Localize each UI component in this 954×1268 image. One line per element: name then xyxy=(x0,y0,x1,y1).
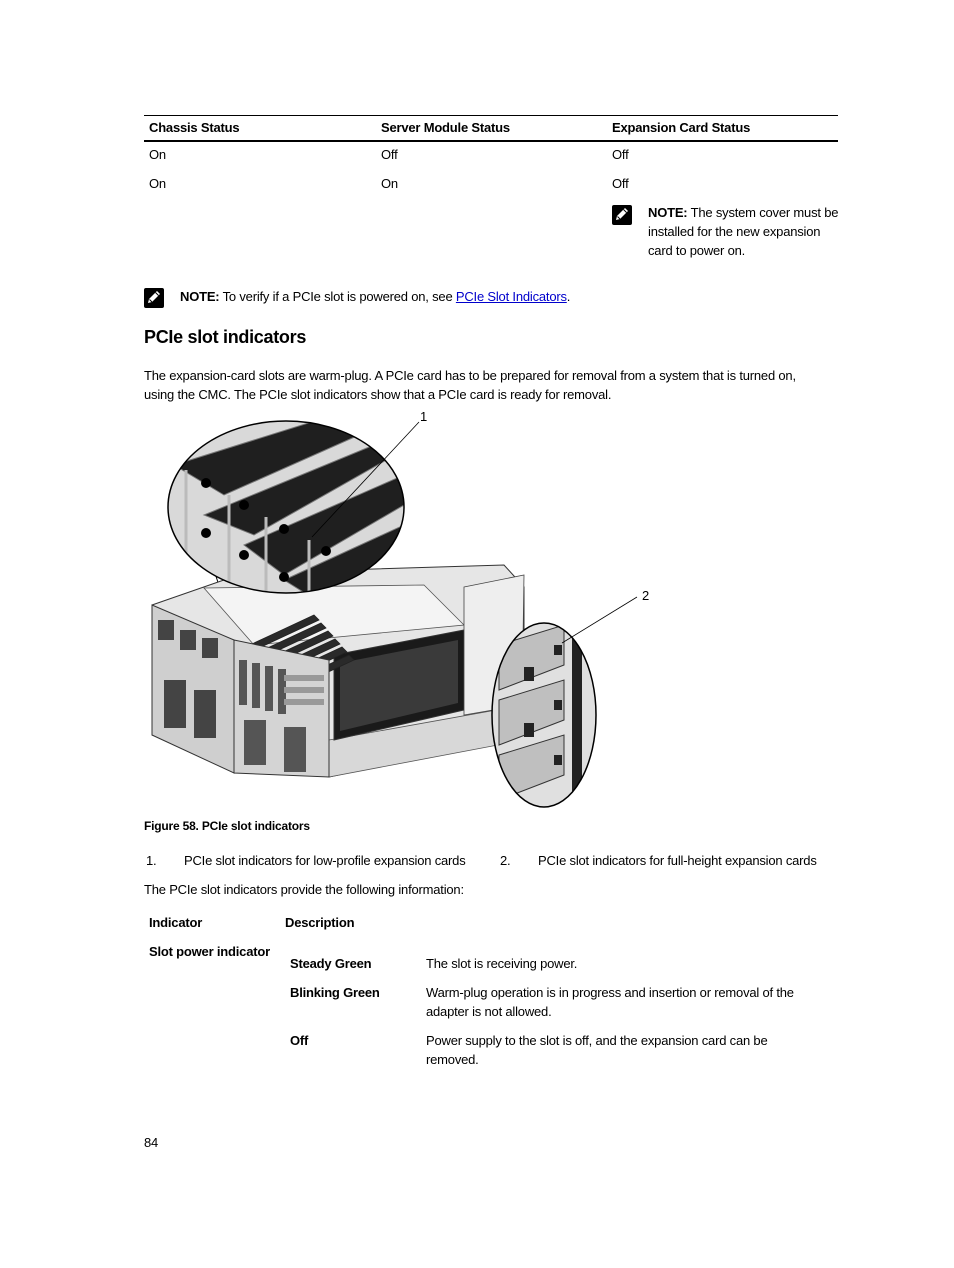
note-pencil-icon xyxy=(144,288,164,313)
note-pencil-icon xyxy=(612,205,632,230)
note-label: NOTE: xyxy=(180,289,220,304)
desc-line: adapter is not allowed. xyxy=(426,1004,552,1019)
indicator-name: Slot power indicator xyxy=(149,944,270,959)
note-line: The system cover must be xyxy=(687,205,839,220)
table-cell: On xyxy=(149,147,166,162)
note-text-end: . xyxy=(566,289,571,304)
state-description: The slot is receiving power. xyxy=(426,956,578,971)
callout-2: 2 xyxy=(642,588,650,603)
legend-text: PCIe slot indicators for low-profile expansion cards xyxy=(184,853,466,868)
header-description: Description xyxy=(285,915,355,930)
callout-1: 1 xyxy=(420,409,428,424)
body-line: The expansion-card slots are warm-plug. A PCIe card has to be prepared for removal from a system that is turned on, xyxy=(144,368,796,383)
state-label: Steady Green xyxy=(290,956,372,971)
table-cell: On xyxy=(149,176,166,191)
state-label: Off xyxy=(290,1033,309,1048)
note-line: card to power on. xyxy=(648,243,746,258)
desc-line: Power supply to the slot is off, and the expansion card can be xyxy=(426,1033,768,1048)
desc-line: Warm-plug operation is in progress and insertion or removal of the xyxy=(426,985,794,1000)
state-description xyxy=(426,1031,836,1069)
table-cell: Off xyxy=(612,176,629,191)
table-cell: On xyxy=(381,176,398,191)
section-body xyxy=(144,366,844,404)
state-description xyxy=(426,983,836,1021)
legend-number: 2. xyxy=(500,853,511,868)
state-label: Blinking Green xyxy=(290,985,380,1000)
section-title: PCIe slot indicators xyxy=(144,327,307,347)
table-header-rule xyxy=(144,140,838,142)
table-cell: Off xyxy=(612,147,629,162)
header-server-module-status: Server Module Status xyxy=(381,120,510,135)
server-chassis-illustration xyxy=(144,405,664,810)
note-label: NOTE: xyxy=(648,205,688,220)
body-line: using the CMC. The PCIe slot indicators show that a PCIe card is ready for removal. xyxy=(144,387,612,402)
cell-note-text xyxy=(648,203,848,260)
header-chassis-status: Chassis Status xyxy=(149,120,240,135)
figure-pcie-slot-indicators xyxy=(144,405,664,810)
verify-note xyxy=(180,287,570,306)
table-cell: Off xyxy=(381,147,398,162)
table-top-rule xyxy=(144,115,838,116)
note-line: installed for the new expansion xyxy=(648,224,821,239)
intro-text: The PCIe slot indicators provide the following information: xyxy=(144,882,464,897)
header-expansion-card-status: Expansion Card Status xyxy=(612,120,751,135)
legend-text: PCIe slot indicators for full-height expansion cards xyxy=(538,853,817,868)
pcie-slot-indicators-link[interactable]: PCIe Slot Indicators xyxy=(455,289,567,304)
figure-caption: Figure 58. PCIe slot indicators xyxy=(144,819,310,833)
page-number: 84 xyxy=(144,1135,159,1150)
header-indicator: Indicator xyxy=(149,915,203,930)
note-text: To verify if a PCIe slot is powered on, see xyxy=(219,289,456,304)
desc-line: removed. xyxy=(426,1052,479,1067)
legend-number: 1. xyxy=(146,853,157,868)
